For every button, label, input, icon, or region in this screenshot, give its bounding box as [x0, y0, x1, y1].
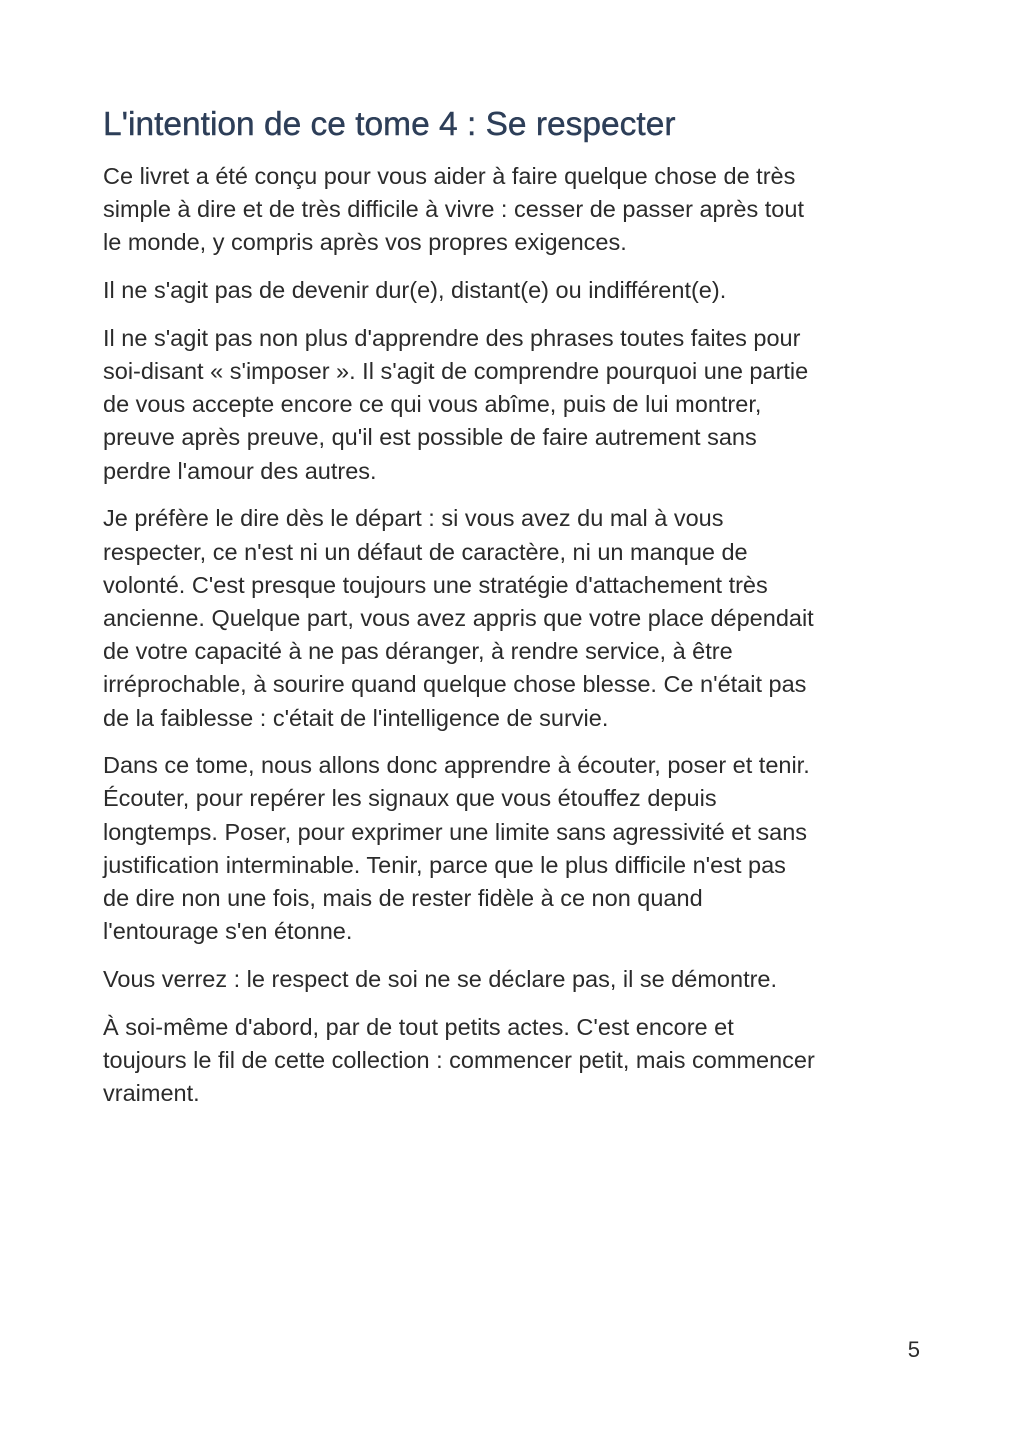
paragraph-line: vraiment.	[103, 1080, 200, 1107]
paragraph-line: preuve après preuve, qu'il est possible de faire autrement sans	[103, 424, 757, 451]
paragraph-line: Il ne s'agit pas non plus d'apprendre des phrases toutes faites pour	[103, 324, 801, 351]
paragraph-line: Vous verrez : le respect de soi ne se déclare pas, il se démontre.	[103, 965, 778, 992]
paragraph	[103, 160, 923, 260]
paragraph	[103, 322, 923, 488]
paragraph-line: de vous accepte encore ce qui vous abîme, puis de lui montrer,	[103, 391, 762, 418]
page-content	[103, 102, 923, 1125]
page-number: 5	[907, 1337, 920, 1362]
paragraph-line: Ce livret a été conçu pour vous aider à faire quelque chose de très	[103, 163, 796, 189]
paragraph	[103, 274, 923, 307]
paragraph-line: perdre l'amour des autres.	[103, 457, 377, 484]
paragraph-line: longtemps. Poser, pour exprimer une limite sans agressivité et sans	[103, 818, 808, 845]
paragraph-line: l'entourage s'en étonne.	[103, 918, 353, 945]
paragraph-line: respecter, ce n'est ni un défaut de caractère, ni un manque de	[103, 538, 748, 565]
body-text	[103, 160, 923, 1110]
paragraph-line: Dans ce tome, nous allons donc apprendre à écouter, poser et tenir.	[103, 752, 810, 779]
paragraph-line: le monde, y compris après vos propres exigences.	[103, 229, 627, 256]
paragraph-line: Il ne s'agit pas de devenir dur(e), distant(e) ou indifférent(e).	[103, 277, 727, 304]
paragraph-line: de votre capacité à ne pas déranger, à rendre service, à être	[103, 638, 733, 665]
paragraph-line: irréprochable, à sourire quand quelque chose blesse. Ce n'était pas	[103, 671, 807, 698]
paragraph-line: toujours le fil de cette collection : commencer petit, mais commencer	[103, 1046, 815, 1073]
paragraph	[103, 1011, 923, 1111]
page-title: L'intention de ce tome 4 : Se respecter	[103, 106, 676, 143]
paragraph-line: de dire non une fois, mais de rester fidèle à ce non quand	[103, 885, 703, 912]
paragraph-line: simple à dire et de très difficile à vivre : cesser de passer après tout	[103, 196, 804, 223]
paragraph-line: de la faiblesse : c'était de l'intelligence de survie.	[103, 704, 609, 731]
paragraph-line: À soi-même d'abord, par de tout petits actes. C'est encore et	[103, 1013, 734, 1040]
paragraph-line: Écouter, pour repérer les signaux que vous étouffez depuis	[103, 785, 717, 812]
paragraph	[103, 749, 923, 948]
paragraph-line: justification interminable. Tenir, parce que le plus difficile n'est pas	[103, 851, 786, 878]
paragraph	[103, 502, 923, 734]
paragraph	[103, 963, 923, 996]
paragraph-line: volonté. C'est presque toujours une stratégie d'attachement très	[103, 571, 768, 598]
paragraph-line: soi-disant « s'imposer ». Il s'agit de comprendre pourquoi une partie	[103, 358, 809, 385]
paragraph-line: ancienne. Quelque part, vous avez appris que votre place dépendait	[103, 604, 814, 631]
paragraph-line: Je préfère le dire dès le départ : si vous avez du mal à vous	[103, 505, 724, 532]
